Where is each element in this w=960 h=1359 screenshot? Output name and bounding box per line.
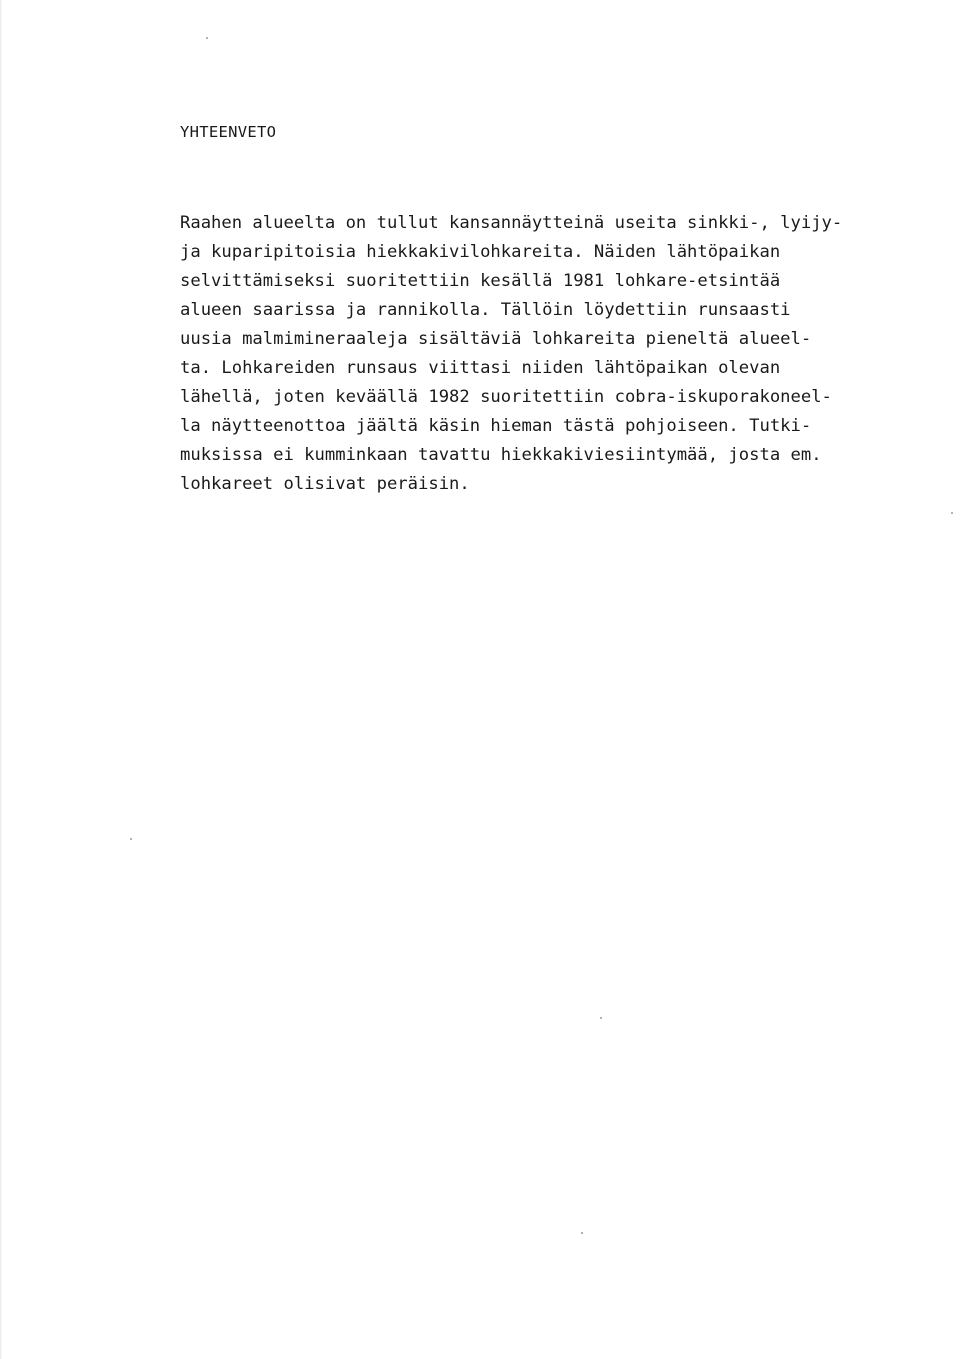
- scan-speck: [951, 512, 953, 514]
- scan-speck: [581, 1232, 583, 1234]
- summary-paragraph: [180, 209, 842, 499]
- scan-speck: [600, 1017, 602, 1019]
- text-line: selvittämiseksi suoritettiin kesällä 1981 lohkare-etsintää: [180, 271, 781, 291]
- scan-speck: [130, 838, 132, 840]
- text-line: ta. Lohkareiden runsaus viittasi niiden lähtöpaikan olevan: [180, 358, 781, 378]
- text-line: lähellä, joten keväällä 1982 suoritettiin cobra-iskuporakoneel-: [180, 387, 832, 407]
- text-line: uusia malmimineraaleja sisältäviä lohkareita pieneltä alueel-: [180, 329, 812, 349]
- page-title: YHTEENVETO: [180, 123, 277, 141]
- text-line: muksissa ei kumminkaan tavattu hiekkakiviesiintymää, josta em.: [180, 445, 822, 465]
- scan-edge-shadow: [0, 0, 2, 1359]
- text-line: Raahen alueelta on tullut kansannäytteinä useita sinkki-, lyijy-: [180, 213, 843, 233]
- text-line: ja kuparipitoisia hiekkakivilohkareita. Näiden lähtöpaikan: [180, 242, 781, 262]
- scan-speck: [206, 37, 208, 39]
- text-line: alueen saarissa ja rannikolla. Tällöin löydettiin runsaasti: [180, 300, 791, 320]
- text-line: la näytteenottoa jäältä käsin hieman tästä pohjoiseen. Tutki-: [180, 416, 812, 436]
- text-line: lohkareet olisivat peräisin.: [180, 474, 470, 494]
